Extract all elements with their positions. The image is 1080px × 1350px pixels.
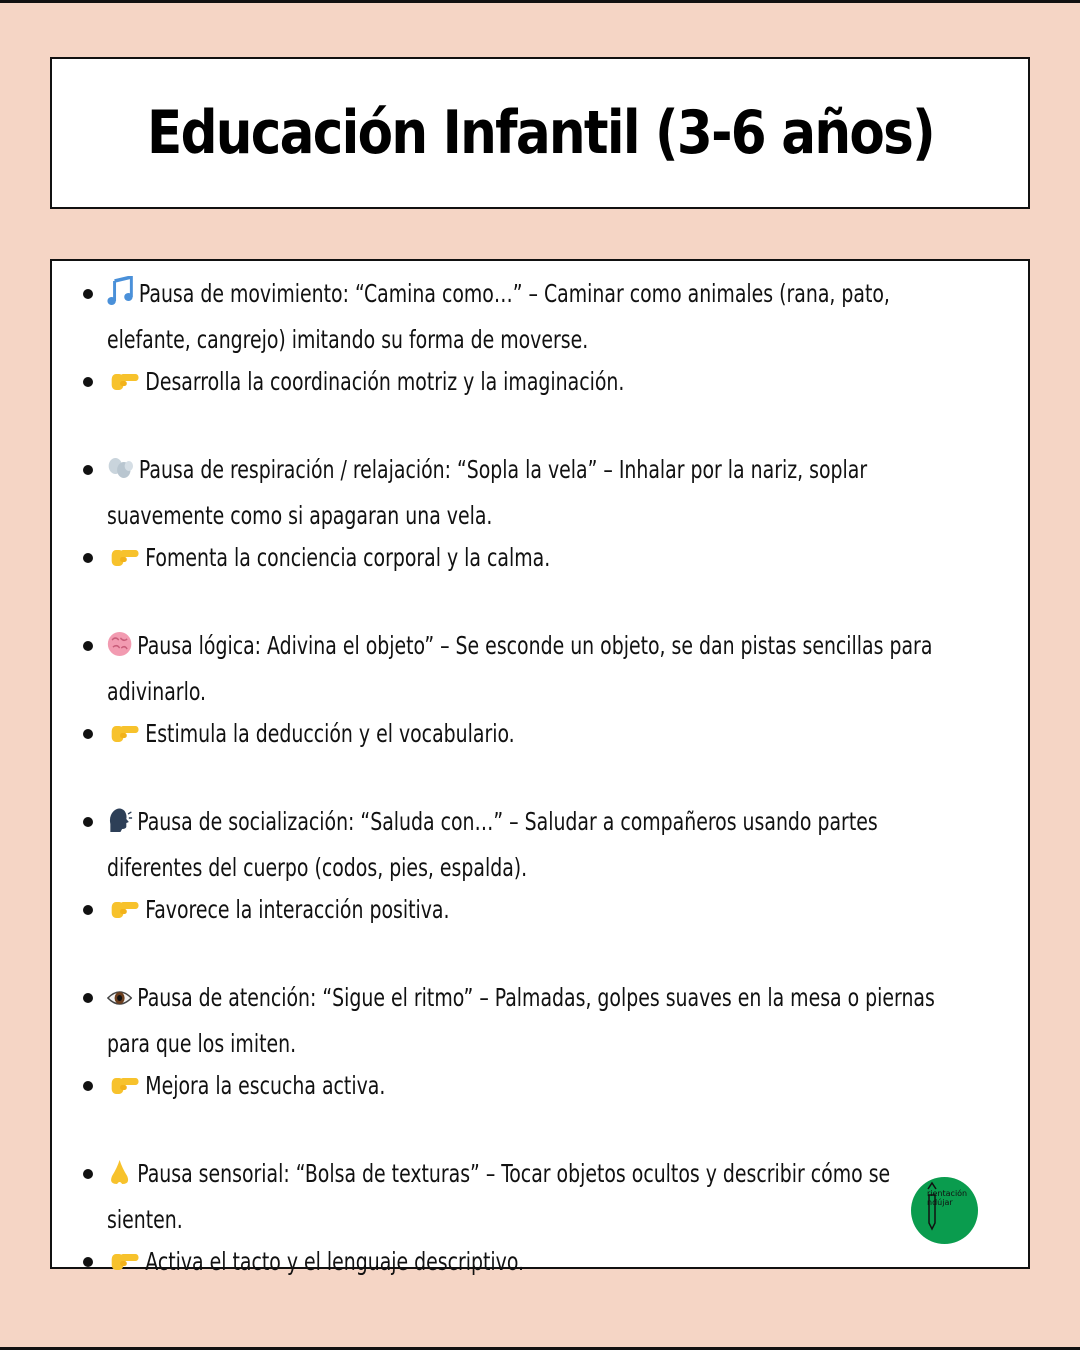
- list-item: [52, 1065, 1028, 1111]
- item-text: Pausa lógica: Adivina el objeto” – Se esconde un objeto, se dan pistas sencillas para adivinarlo.: [107, 631, 933, 706]
- pencil-icon: [911, 1177, 978, 1244]
- list-item: [52, 625, 1028, 713]
- pointing-hand-icon: [110, 893, 140, 935]
- item-text: Estimula la deducción y el vocabulario.: [145, 719, 515, 748]
- list-item: [52, 801, 1028, 889]
- item-text: Desarrolla la coordinación motriz y la imaginación.: [145, 367, 625, 396]
- list-item: [52, 537, 1028, 583]
- list-item: [52, 977, 1028, 1065]
- item-text: Activa el tacto y el lenguaje descriptivo.: [145, 1247, 525, 1276]
- list-item: [52, 449, 1028, 537]
- list-item: [52, 713, 1028, 759]
- item-text: Pausa de movimiento: “Camina como…” – Caminar como animales (rana, pato, elefante, cangrejo) imitando su forma de moverse.: [107, 279, 890, 354]
- pointing-hand-icon: [110, 717, 140, 759]
- brain-icon: [107, 629, 132, 671]
- pointing-hand-icon: [110, 365, 140, 407]
- item-text: Favorece la interacción positiva.: [145, 895, 450, 924]
- item-text: Pausa de socialización: “Saluda con…” – Saludar a compañeros usando partes diferentes del cuerpo (codos, pies, espalda).: [107, 807, 878, 882]
- content-card: [50, 259, 1030, 1276]
- item-text: Mejora la escucha activa.: [145, 1071, 386, 1100]
- list-item: [52, 889, 1028, 935]
- list-item: [52, 361, 1028, 407]
- title-card: [50, 57, 1030, 209]
- speaking-head-icon: [107, 805, 132, 847]
- list-item: [52, 1241, 1028, 1287]
- nose-icon: [107, 1157, 132, 1199]
- logo-text: rientación ndújar: [927, 1189, 968, 1207]
- item-text: Pausa sensorial: “Bolsa de texturas” – Tocar objetos ocultos y describir cómo se sienten.: [107, 1159, 891, 1234]
- activity-list: [52, 273, 1028, 1287]
- orientacion-andujar-logo: [911, 1177, 978, 1244]
- page-title: Educación Infantil (3-6 años): [146, 98, 934, 168]
- pointing-hand-icon: [110, 1245, 140, 1287]
- pointing-hand-icon: [110, 541, 140, 583]
- music-notes-icon: [107, 276, 134, 319]
- item-text: Fomenta la conciencia corporal y la calma.: [145, 543, 551, 572]
- pointing-hand-icon: [110, 1069, 140, 1111]
- top-border: [0, 0, 1080, 3]
- item-text: Pausa de respiración / relajación: “Sopla la vela” – Inhalar por la nariz, soplar suavemente como si apagaran una vela.: [107, 455, 868, 530]
- list-item: [52, 273, 1028, 361]
- wind-face-icon: [107, 453, 134, 495]
- item-text: Pausa de atención: “Sigue el ritmo” – Palmadas, golpes suaves en la mesa o piernas para que los imiten.: [107, 983, 935, 1058]
- list-item: [52, 1153, 1028, 1241]
- eye-icon: [107, 981, 132, 1023]
